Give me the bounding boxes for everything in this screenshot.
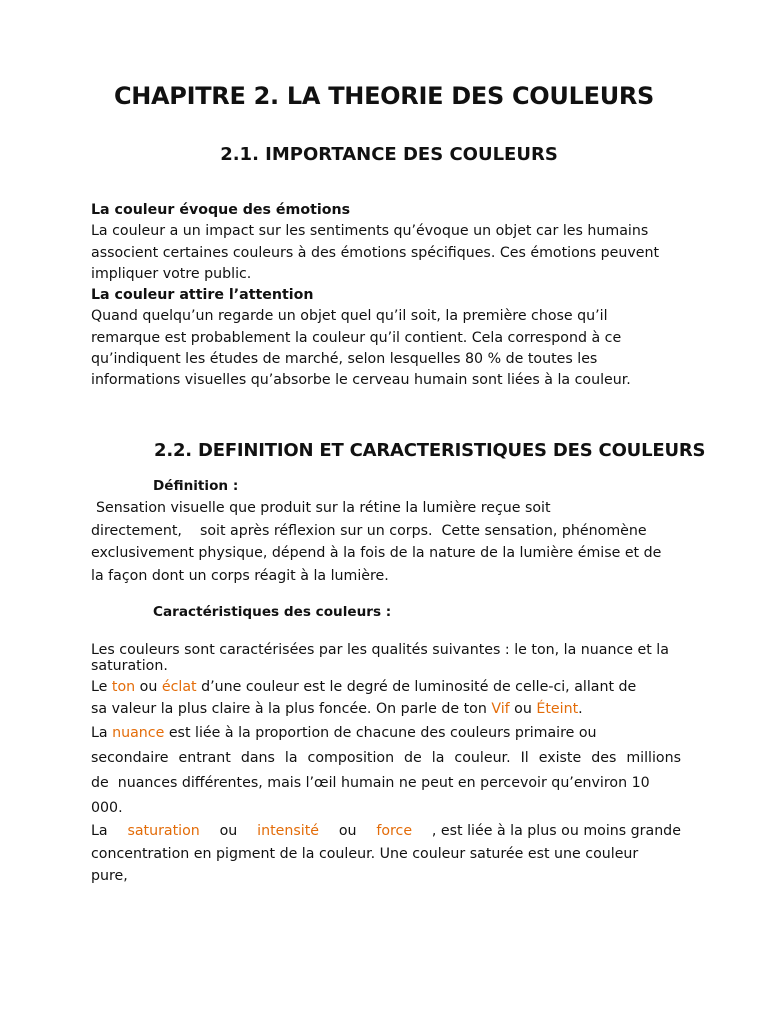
saturation-line-3: pure,	[91, 868, 128, 884]
saturation-line-2: concentration en pigment de la couleur. Une couleur saturée est une couleur	[91, 845, 639, 862]
chapter-title: CHAPITRE 2. LA THEORIE DES COULEURS	[113, 82, 655, 110]
emotions-line-3: impliquer votre public.	[91, 265, 252, 282]
emotions-line-2: associent certaines couleurs à des émotions spécifiques. Ces émotions peuvent	[91, 244, 660, 261]
saturation-text-4: , est liée à la plus ou moins grande	[431, 823, 681, 839]
intro-paragraph	[91, 642, 681, 674]
ton-text-1: Le	[91, 679, 112, 695]
definition-line-2: directement, soit après réflexion sur un corps. Cette sensation, phénomène	[91, 522, 647, 539]
saturation-term: saturation	[127, 823, 200, 839]
nuance-term: nuance	[112, 725, 165, 741]
ton-text-5: ou	[509, 700, 537, 717]
definition-label: Définition :	[153, 478, 239, 494]
vif-term: Vif	[491, 700, 510, 717]
emotions-subtitle: La couleur évoque des émotions	[91, 202, 351, 218]
intensite-term: intensité	[257, 823, 319, 839]
definition-line-3: exclusivement physique, dépend à la fois de la nature de la lumière émise et de	[91, 545, 662, 561]
section-2-heading: 2.2. DEFINITION ET CARACTERISTIQUES DES COULEURS	[154, 440, 706, 461]
nuance-line-2: secondaire entrant dans la composition de la couleur. Il existe des millions	[91, 750, 681, 766]
nuance-text-2: est liée à la proportion de chacune des couleurs primaire ou	[164, 725, 597, 741]
definition-line-1: Sensation visuelle que produit sur la rétine la lumière reçue soit	[96, 500, 551, 516]
nuance-line-3: de nuances différentes, mais l’œil humain ne peut en percevoir qu’environ 10	[91, 775, 650, 791]
definition-body	[91, 497, 681, 587]
saturation-paragraph	[91, 820, 681, 888]
saturation-text-3: ou	[338, 823, 357, 839]
intro-line-2: saturation.	[91, 658, 168, 674]
ton-text-3: d’une couleur est le degré de luminosité de celle-ci, allant de	[196, 679, 637, 695]
section-1-body	[91, 200, 681, 392]
nuance-text-1: La	[91, 725, 113, 741]
saturation-text-2: ou	[219, 823, 238, 839]
nuance-paragraph	[91, 721, 681, 821]
saturation-text-1: La	[91, 823, 108, 839]
ton-text-4: sa valeur la plus claire à la plus foncée. On parle de ton	[91, 700, 492, 717]
attention-line-4: informations visuelles qu’absorbe le cerveau humain sont liées à la couleur.	[91, 372, 631, 389]
emotions-line-1: La couleur a un impact sur les sentiments qu’évoque un objet car les humains	[91, 223, 649, 240]
ton-paragraph	[91, 677, 681, 720]
attention-line-3: qu’indiquent les études de marché, selon lesquelles 80 % de toutes les	[91, 351, 598, 368]
definition-line-4: la façon dont un corps réagit à la lumière.	[91, 567, 389, 584]
section-1-heading: 2.1. IMPORTANCE DES COULEURS	[220, 144, 558, 165]
ton-text-6: .	[578, 700, 583, 717]
attention-line-2: remarque est probablement la couleur qu’il contient. Cela correspond à ce	[91, 329, 622, 346]
intro-line-1: Les couleurs sont caractérisées par les qualités suivantes : le ton, la nuance et la	[91, 642, 669, 658]
nuance-line-4: 000.	[91, 800, 123, 816]
attention-subtitle: La couleur attire l’attention	[91, 287, 314, 304]
ton-text-2: ou	[135, 679, 162, 695]
ton-term: ton	[111, 679, 136, 695]
characteristics-label: Caractéristiques des couleurs :	[153, 604, 392, 620]
eclat-term: éclat	[161, 679, 197, 695]
attention-line-1: Quand quelqu’un regarde un objet quel qu’il soit, la première chose qu’il	[91, 308, 608, 325]
eteint-term: Éteint	[536, 700, 579, 717]
force-term: force	[376, 823, 413, 839]
